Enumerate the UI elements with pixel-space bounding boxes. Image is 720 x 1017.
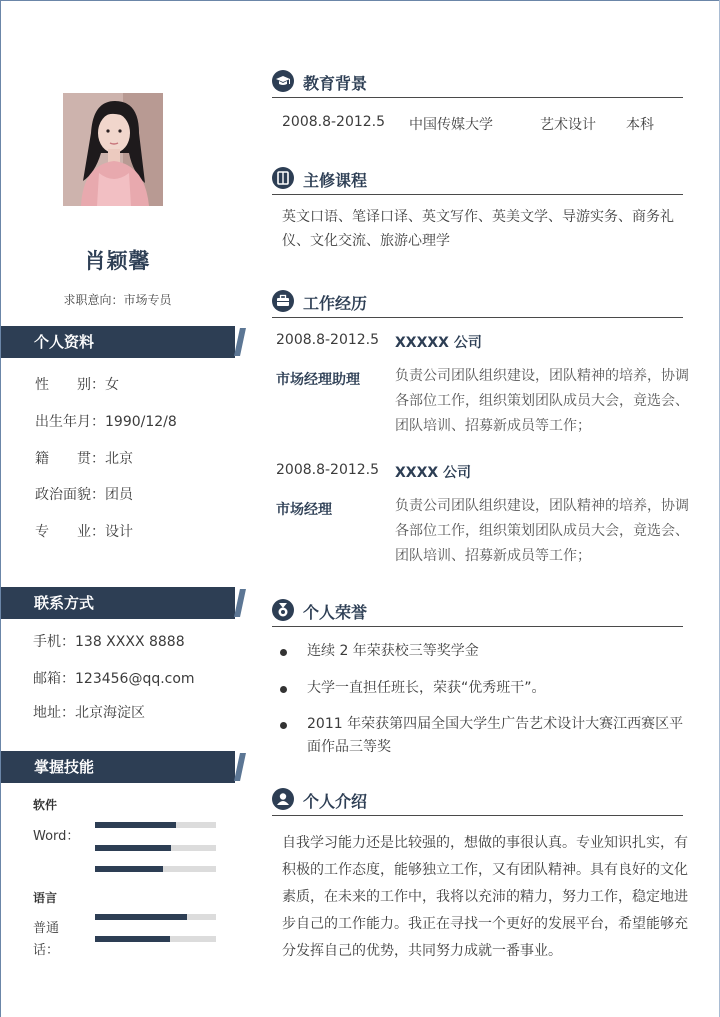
contact-email: 邮箱：123456@qq.com xyxy=(33,671,195,687)
gender-label: 性 别： xyxy=(35,377,105,393)
contact-address: 地址：北京海淀区 xyxy=(33,705,145,721)
job-duty: 负责公司团队组织建设，团队精神的培养，协调各部位工作，组织策划团队成员大会，竟选会、团队培训、招募新成员等工作； xyxy=(395,498,689,564)
gender-row xyxy=(35,374,119,394)
honors-header xyxy=(272,599,683,627)
education-degree: 本科 xyxy=(626,117,654,133)
header-accent xyxy=(234,589,246,617)
honors-list xyxy=(280,636,690,755)
skill-bar-fill xyxy=(95,936,170,942)
job-role: 市场经理助理 xyxy=(276,372,360,388)
politics-label: 政治面貌： xyxy=(35,487,105,503)
skill-category-software: 软件 xyxy=(33,798,58,812)
medal-icon xyxy=(272,599,294,621)
skill-label-word: Word： xyxy=(33,829,80,844)
personal-info-header xyxy=(1,326,235,358)
honors-title: 个人荣誉 xyxy=(303,603,368,622)
origin-row xyxy=(35,448,133,468)
courses-title: 主修课程 xyxy=(303,171,368,190)
education-header xyxy=(272,70,683,98)
bullet-icon xyxy=(280,686,287,693)
skills-title: 掌握技能 xyxy=(34,758,95,776)
origin-value: 北京 xyxy=(105,451,133,467)
skill-bar-fill xyxy=(95,822,176,828)
job-intent: 求职意向：市场专员 xyxy=(63,293,172,307)
contact-address-clip xyxy=(0,700,235,721)
bullet-icon xyxy=(280,649,287,656)
job-company: XXXXX 公司 xyxy=(395,335,482,351)
birth-label: 出生年月： xyxy=(35,414,105,430)
origin-label: 籍 贯： xyxy=(35,451,105,467)
education-title: 教育背景 xyxy=(303,74,368,93)
birth-row xyxy=(35,411,177,431)
skill-bar xyxy=(95,914,216,920)
header-accent xyxy=(234,753,246,781)
contact-phone: 手机：138 XXXX 8888 xyxy=(33,634,185,650)
header-accent xyxy=(234,328,246,356)
page-border-left xyxy=(0,0,1,1017)
profile-photo xyxy=(63,93,163,206)
page-border-top xyxy=(0,0,720,1)
skill-label-clip xyxy=(0,918,90,958)
birth-value: 1990/12/8 xyxy=(105,414,177,430)
honor-text: 大学一直担任班长，荣获“优秀班干”。 xyxy=(307,680,546,696)
honor-text: 2011 年荣获第四届全国大学生广告艺术设计大赛江西赛区平面作品三等奖 xyxy=(307,716,684,755)
skill-bar-fill xyxy=(95,914,187,920)
job-company: XXXX 公司 xyxy=(395,465,472,481)
education-major: 艺术设计 xyxy=(540,117,596,133)
job-period: 2008.8-2012.5 xyxy=(276,332,380,348)
major-label: 专 业： xyxy=(35,524,105,540)
skill-bar xyxy=(95,822,216,828)
work-header xyxy=(272,290,683,318)
education-school: 中国传媒大学 xyxy=(409,117,493,133)
skills-header xyxy=(1,751,235,783)
education-period: 2008.8-2012.5 xyxy=(282,114,386,130)
gender-value: 女 xyxy=(105,377,119,393)
intro-text: 自我学习能力还是比较强的，想做的事很认真。专业知识扎实，有积极的工作态度，能够独立工作，又有团队精神。具有良好的文化素质，在未来的工作中，我将以充沛的精力，努力工作，稳定地进步自己的工作能力。我正在寻找一个更好的发展平台，希望能够充分发挥自己的优势，共同努力成就一番事业。 xyxy=(282,835,688,959)
skill-bar xyxy=(95,866,216,872)
graduation-cap-icon xyxy=(272,70,294,92)
work-title: 工作经历 xyxy=(303,294,368,313)
candidate-name: 肖颖馨 xyxy=(84,249,151,273)
briefcase-icon xyxy=(272,290,294,312)
politics-row xyxy=(35,484,133,504)
job-duty: 负责公司团队组织建设，团队精神的培养，协调各部位工作，组织策划团队成员大会，竟选会、团队培训、招募新成员等工作； xyxy=(395,368,689,434)
contact-title: 联系方式 xyxy=(34,594,95,612)
bullet-icon xyxy=(280,722,287,729)
courses-header xyxy=(272,167,683,195)
book-icon xyxy=(272,167,294,189)
contact-header xyxy=(1,587,235,619)
personal-info-title: 个人资料 xyxy=(34,333,95,351)
skill-bar xyxy=(95,936,216,942)
intro-title: 个人介绍 xyxy=(303,792,368,811)
major-value: 设计 xyxy=(105,524,133,540)
skill-label-mandarin: 普通话： xyxy=(33,921,60,958)
courses-text: 英文口语、笔译口译、英文写作、英美文学、导游实务、商务礼仪、文化交流、旅游心理学 xyxy=(282,209,674,249)
job-period: 2008.8-2012.5 xyxy=(276,462,380,478)
honor-text: 连续 2 年荣获校三等奖学金 xyxy=(307,643,479,659)
skill-category-language: 语言 xyxy=(33,891,58,905)
politics-value: 团员 xyxy=(105,487,133,503)
job-role: 市场经理 xyxy=(276,502,332,518)
intro-header xyxy=(272,788,683,816)
skill-bar-fill xyxy=(95,866,163,872)
skill-bar-fill xyxy=(95,845,171,851)
skill-bar xyxy=(95,845,216,851)
person-icon xyxy=(272,788,294,810)
major-row xyxy=(35,521,133,541)
